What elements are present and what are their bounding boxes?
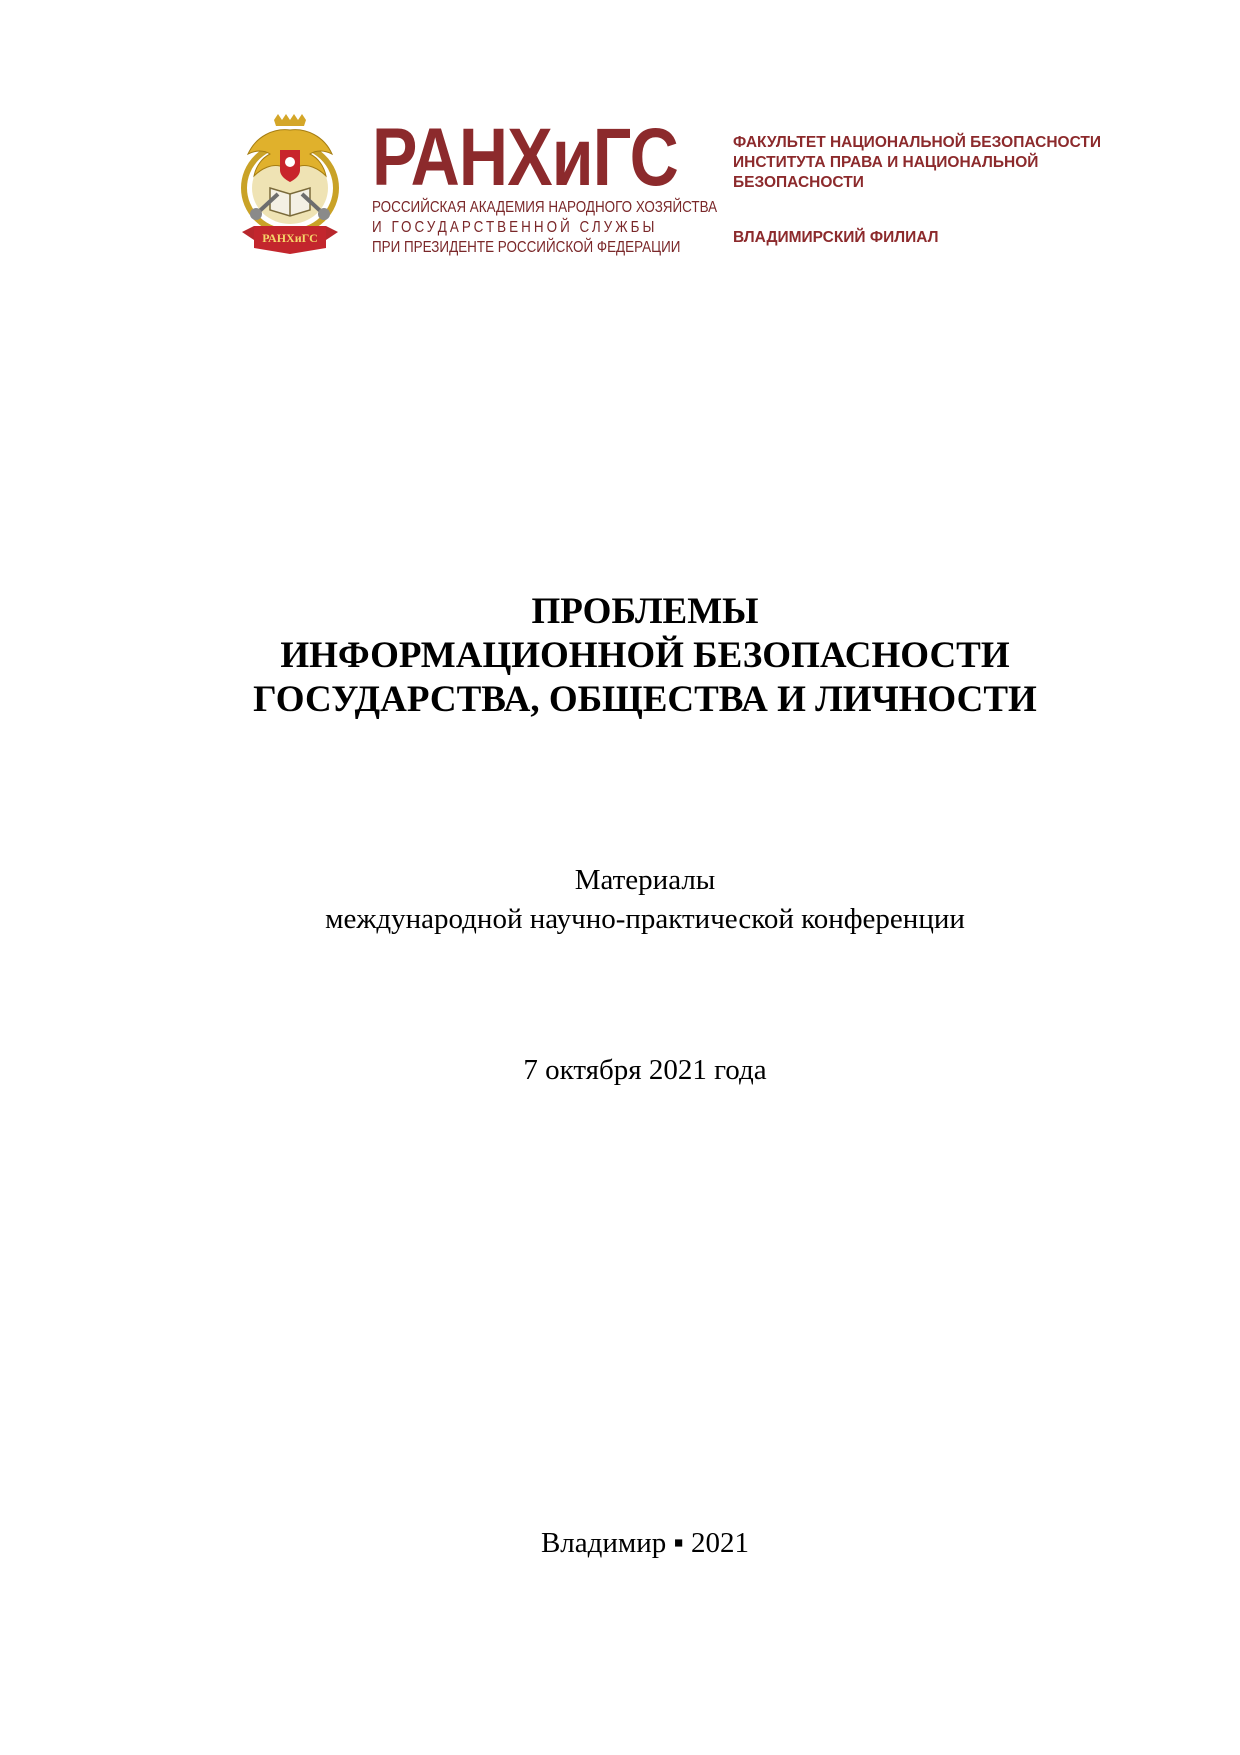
brand-line-3: ПРИ ПРЕЗИДЕНТЕ РОССИЙСКОЙ ФЕДЕРАЦИИ: [372, 239, 681, 256]
conference-date: 7 октября 2021 года: [523, 1054, 767, 1086]
brand-name: РАНХиГС: [372, 112, 678, 203]
document-subtitle: [0, 861, 1240, 939]
faculty-line-1: ФАКУЛЬТЕТ НАЦИОНАЛЬНОЙ БЕЗОПАСНОСТИ: [733, 134, 1102, 151]
branch-name: ВЛАДИМИРСКИЙ ФИЛИАЛ: [733, 229, 939, 246]
subtitle-line-1: Материалы: [574, 864, 716, 896]
emblem-ribbon-text: РАНХиГС: [262, 231, 318, 245]
academy-emblem-icon: [234, 114, 346, 256]
city-year: Владимир ▪ 2021: [540, 1527, 750, 1559]
faculty-name: [733, 133, 1133, 193]
subtitle-line-2: международной научно-практической конференции: [325, 903, 965, 935]
brand-line-2: И ГОСУДАРСТВЕННОЙ СЛУЖБЫ: [372, 219, 658, 236]
brand-line-1: РОССИЙСКАЯ АКАДЕМИЯ НАРОДНОГО ХОЗЯЙСТВА: [372, 199, 718, 216]
document-title: [0, 590, 1240, 722]
title-line-3: ГОСУДАРСТВА, ОБЩЕСТВА И ЛИЧНОСТИ: [253, 679, 1037, 720]
faculty-line-2: ИНСТИТУТА ПРАВА И НАЦИОНАЛЬНОЙ: [733, 154, 1039, 171]
academy-brand: [372, 112, 718, 258]
faculty-line-3: БЕЗОПАСНОСТИ: [733, 174, 864, 191]
title-line-2: ИНФОРМАЦИОННОЙ БЕЗОПАСНОСТИ: [280, 635, 1010, 676]
title-line-1: ПРОБЛЕМЫ: [531, 591, 759, 632]
